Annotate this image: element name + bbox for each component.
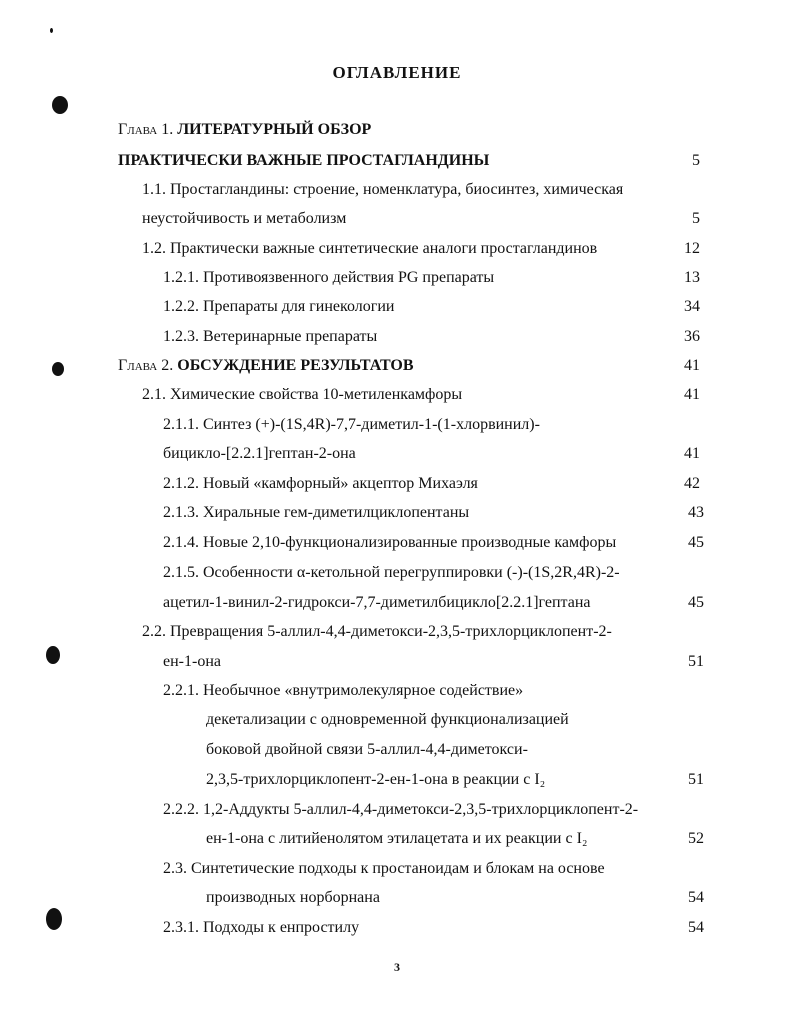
toc-entry-2-1-2: 2.1.2. Новый «камфорный» акцептор Михаэля <box>163 475 478 492</box>
speck-mark <box>50 28 53 33</box>
punch-hole-mark <box>52 96 68 114</box>
punch-hole-mark <box>46 908 62 930</box>
toc-entry-2-1-3: 2.1.3. Хиральные гем-диметилциклопентаны <box>163 504 470 521</box>
page-ref: 51 <box>688 653 704 670</box>
chapter-1-subheading: ПРАКТИЧЕСКИ ВАЖНЫЕ ПРОСТАГЛАНДИНЫ <box>118 152 490 169</box>
toc-entry-2-2-1-line4: 2,3,5-трихлорциклопент-2-ен-1-она в реакции с I₂ <box>206 771 546 788</box>
chapter-1-heading <box>118 120 371 140</box>
page-ref: 41 <box>684 357 700 374</box>
toc-entry-2-1-1-line1: 2.1.1. Синтез (+)-(1S,4R)-7,7-диметил-1-(1-хлорвинил)- <box>163 416 540 433</box>
toc-entry-2-2-2-line2: ен-1-она с литийенолятом этилацетата и их реакции с I₂ <box>206 830 588 847</box>
punch-hole-mark <box>52 362 64 376</box>
toc-entry-2-2-1-line3: боковой двойной связи 5-аллил-4,4-диметокси- <box>206 741 528 758</box>
toc-entry-2-2-1-line1: 2.2.1. Необычное «внутримолекулярное содействие» <box>163 682 524 699</box>
toc-entry-2-2-line2: ен-1-она <box>163 653 221 670</box>
page-ref: 36 <box>684 328 700 345</box>
toc-entry-2-1-5-line1: 2.1.5. Особенности α-кетольной перегруппировки (-)-(1S,2R,4R)-2- <box>163 564 620 581</box>
page-ref: 41 <box>684 445 700 462</box>
toc-entry-2-3-1: 2.3.1. Подходы к енпростилу <box>163 919 360 936</box>
page-ref: 5 <box>692 210 700 227</box>
toc-entry-1-1-line1: 1.1. Простагландины: строение, номенклатура, биосинтез, химическая <box>142 181 624 198</box>
toc-entry-2-2-2-line1: 2.2.2. 1,2-Аддукты 5-аллил-4,4-диметокси-2,3,5-трихлорциклопент-2- <box>163 801 639 818</box>
toc-entry-1-2-1: 1.2.1. Противоязвенного действия PG препараты <box>163 269 495 286</box>
chapter-label: Глава 1. <box>118 121 174 138</box>
chapter-title: ОБСУЖДЕНИЕ РЕЗУЛЬТАТОВ <box>177 357 414 374</box>
page-title: ОГЛАВЛЕНИЕ <box>332 63 462 82</box>
page-number: 3 <box>394 960 400 974</box>
toc-entry-2-1-5-line2: ацетил-1-винил-2-гидрокси-7,7-диметилбицикло[2.2.1]гептана <box>163 594 591 611</box>
page-ref: 42 <box>684 475 700 492</box>
toc-entry-2-3-line1: 2.3. Синтетические подходы к простаноидам и блокам на основе <box>163 860 605 877</box>
chapter-label: Глава 2. <box>118 357 174 374</box>
page-ref: 12 <box>684 240 700 257</box>
toc-entry-2-1-4: 2.1.4. Новые 2,10-функционализированные производные камфоры <box>163 534 617 551</box>
page-ref: 5 <box>692 152 700 169</box>
chapter-title: ЛИТЕРАТУРНЫЙ ОБЗОР <box>177 121 372 138</box>
page-ref: 45 <box>688 534 704 551</box>
page-ref: 34 <box>684 298 700 315</box>
page-ref: 41 <box>684 386 700 403</box>
toc-entry-1-1-line2: неустойчивость и метаболизм <box>142 210 347 227</box>
toc-entry-2-2-1-line2: декетализации с одновременной функционализацией <box>206 711 569 728</box>
page-ref: 51 <box>688 771 704 788</box>
chapter-2-heading <box>118 356 414 376</box>
toc-entry-1-2: 1.2. Практически важные синтетические аналоги простагландинов <box>142 240 598 257</box>
page-ref: 13 <box>684 269 700 286</box>
page-ref: 52 <box>688 830 704 847</box>
toc-entry-2-1: 2.1. Химические свойства 10-метиленкамфоры <box>142 386 463 403</box>
toc-entry-1-2-3: 1.2.3. Ветеринарные препараты <box>163 328 378 345</box>
toc-entry-2-2-line1: 2.2. Превращения 5-аллил-4,4-диметокси-2,3,5-трихлорциклопент-2- <box>142 623 612 640</box>
page-ref: 54 <box>688 919 704 936</box>
page-ref: 43 <box>688 504 704 521</box>
page-ref: 45 <box>688 594 704 611</box>
toc-entry-1-2-2: 1.2.2. Препараты для гинекологии <box>163 298 395 315</box>
toc-entry-2-1-1-line2: бицикло-[2.2.1]гептан-2-она <box>163 445 356 462</box>
punch-hole-mark <box>46 646 60 664</box>
toc-entry-2-3-line2: производных норборнана <box>206 889 380 906</box>
page-ref: 54 <box>688 889 704 906</box>
